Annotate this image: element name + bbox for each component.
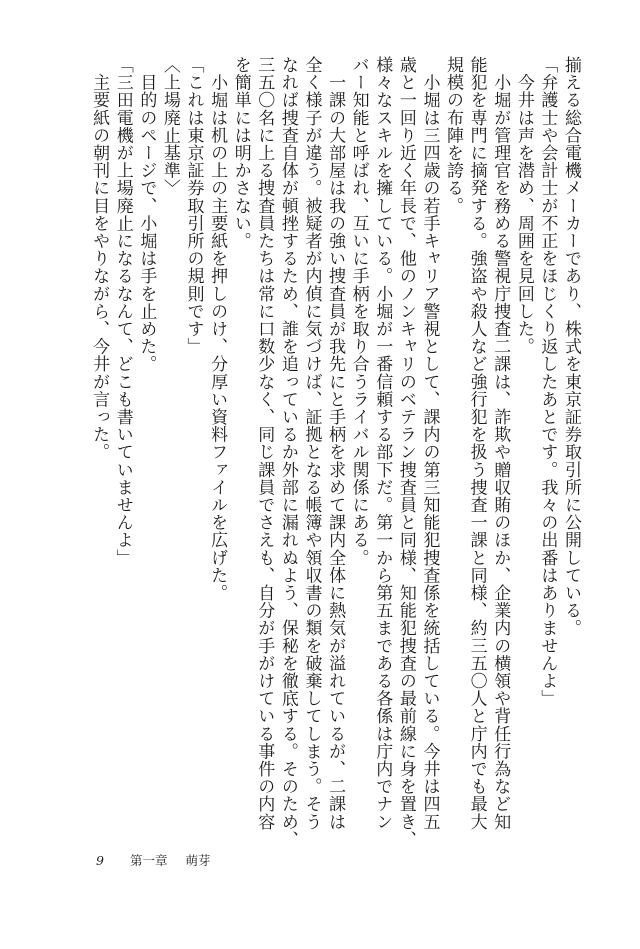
- text-column: 揃える総合電機メーカーであり、株式を東京証券取引所に公開している。: [561, 56, 581, 637]
- chapter-label: 第一章: [129, 853, 168, 868]
- text-column: 一課の大部屋は我の強い捜査員が我先にと手柄を求めて課内全体に熱気が溢れているが、二課は: [325, 56, 346, 831]
- chapter-title: 萌芽: [185, 853, 211, 868]
- page-number: 9: [96, 853, 104, 868]
- text-column: 「三田電機が上場廃止になるなんて、どこも書いていませんよ」: [112, 56, 133, 567]
- page-footer: [96, 851, 224, 869]
- text-column: 全く様子が違う。被疑者が内偵に気づけば、証拠となる帳簿や領収書の類を破棄してしまう。そう: [301, 56, 322, 831]
- text-column: 様々なスキルを擁している。小堀が一番信頼する部下だ。第一から第五まである各係は庁内でナン: [372, 56, 393, 831]
- text-column: 今井は声を潜め、周囲を見回した。: [513, 56, 534, 356]
- text-column: なれば捜査自体が頓挫するため、誰を追っているか外部に漏れぬよう、保秘を徹底する。そのため、: [277, 56, 298, 848]
- body-text: [62, 56, 582, 846]
- text-column: 規模の布陣を誇る。: [443, 56, 464, 215]
- text-column: 歳と一回り近く年長で、他のノンキャリのベテラン捜査員と同様、知能犯捜査の最前線に身を置き、: [395, 56, 416, 848]
- text-column: 能犯を専門に摘発する。強盗や殺人など強行犯を扱う捜査一課と同様、約三五〇人と庁内でも最大: [466, 56, 487, 831]
- text-column: 小堀は三四歳の若手キャリア警視として、課内の第三知能犯捜査係を統括している。今井は四五: [419, 56, 440, 831]
- text-column: 小堀が管理官を務める警視庁捜査二課は、詐欺や贈収賄のほか、企業内の横領や背任行為など知: [490, 56, 511, 831]
- text-column: 〈上場廃止基準〉: [159, 56, 180, 197]
- text-column: 「これは東京証券取引所の規則です」: [183, 56, 204, 356]
- text-column: 主要紙の朝刊に目をやりながら、今井が言った。: [89, 56, 110, 461]
- text-column: を簡単には明かさない。: [230, 56, 251, 250]
- text-column: バー知能と呼ばれ、互いに手柄を取り合うライバル関係にある。: [348, 56, 369, 567]
- text-column: 「弁護士や会計士が不正をほじくり返したあとです。我々の出番はありませんよ」: [537, 56, 558, 708]
- text-column: 三五〇名に上る捜査員たちは常に口数少なく、同じ課員でさえも、自分が手がけている事件の内容: [254, 56, 275, 831]
- text-column: 小堀は机の上の主要紙を押しのけ、分厚い資料ファイルを広げた。: [207, 56, 228, 602]
- text-column: 目的のページで、小堀は手を止めた。: [136, 56, 157, 373]
